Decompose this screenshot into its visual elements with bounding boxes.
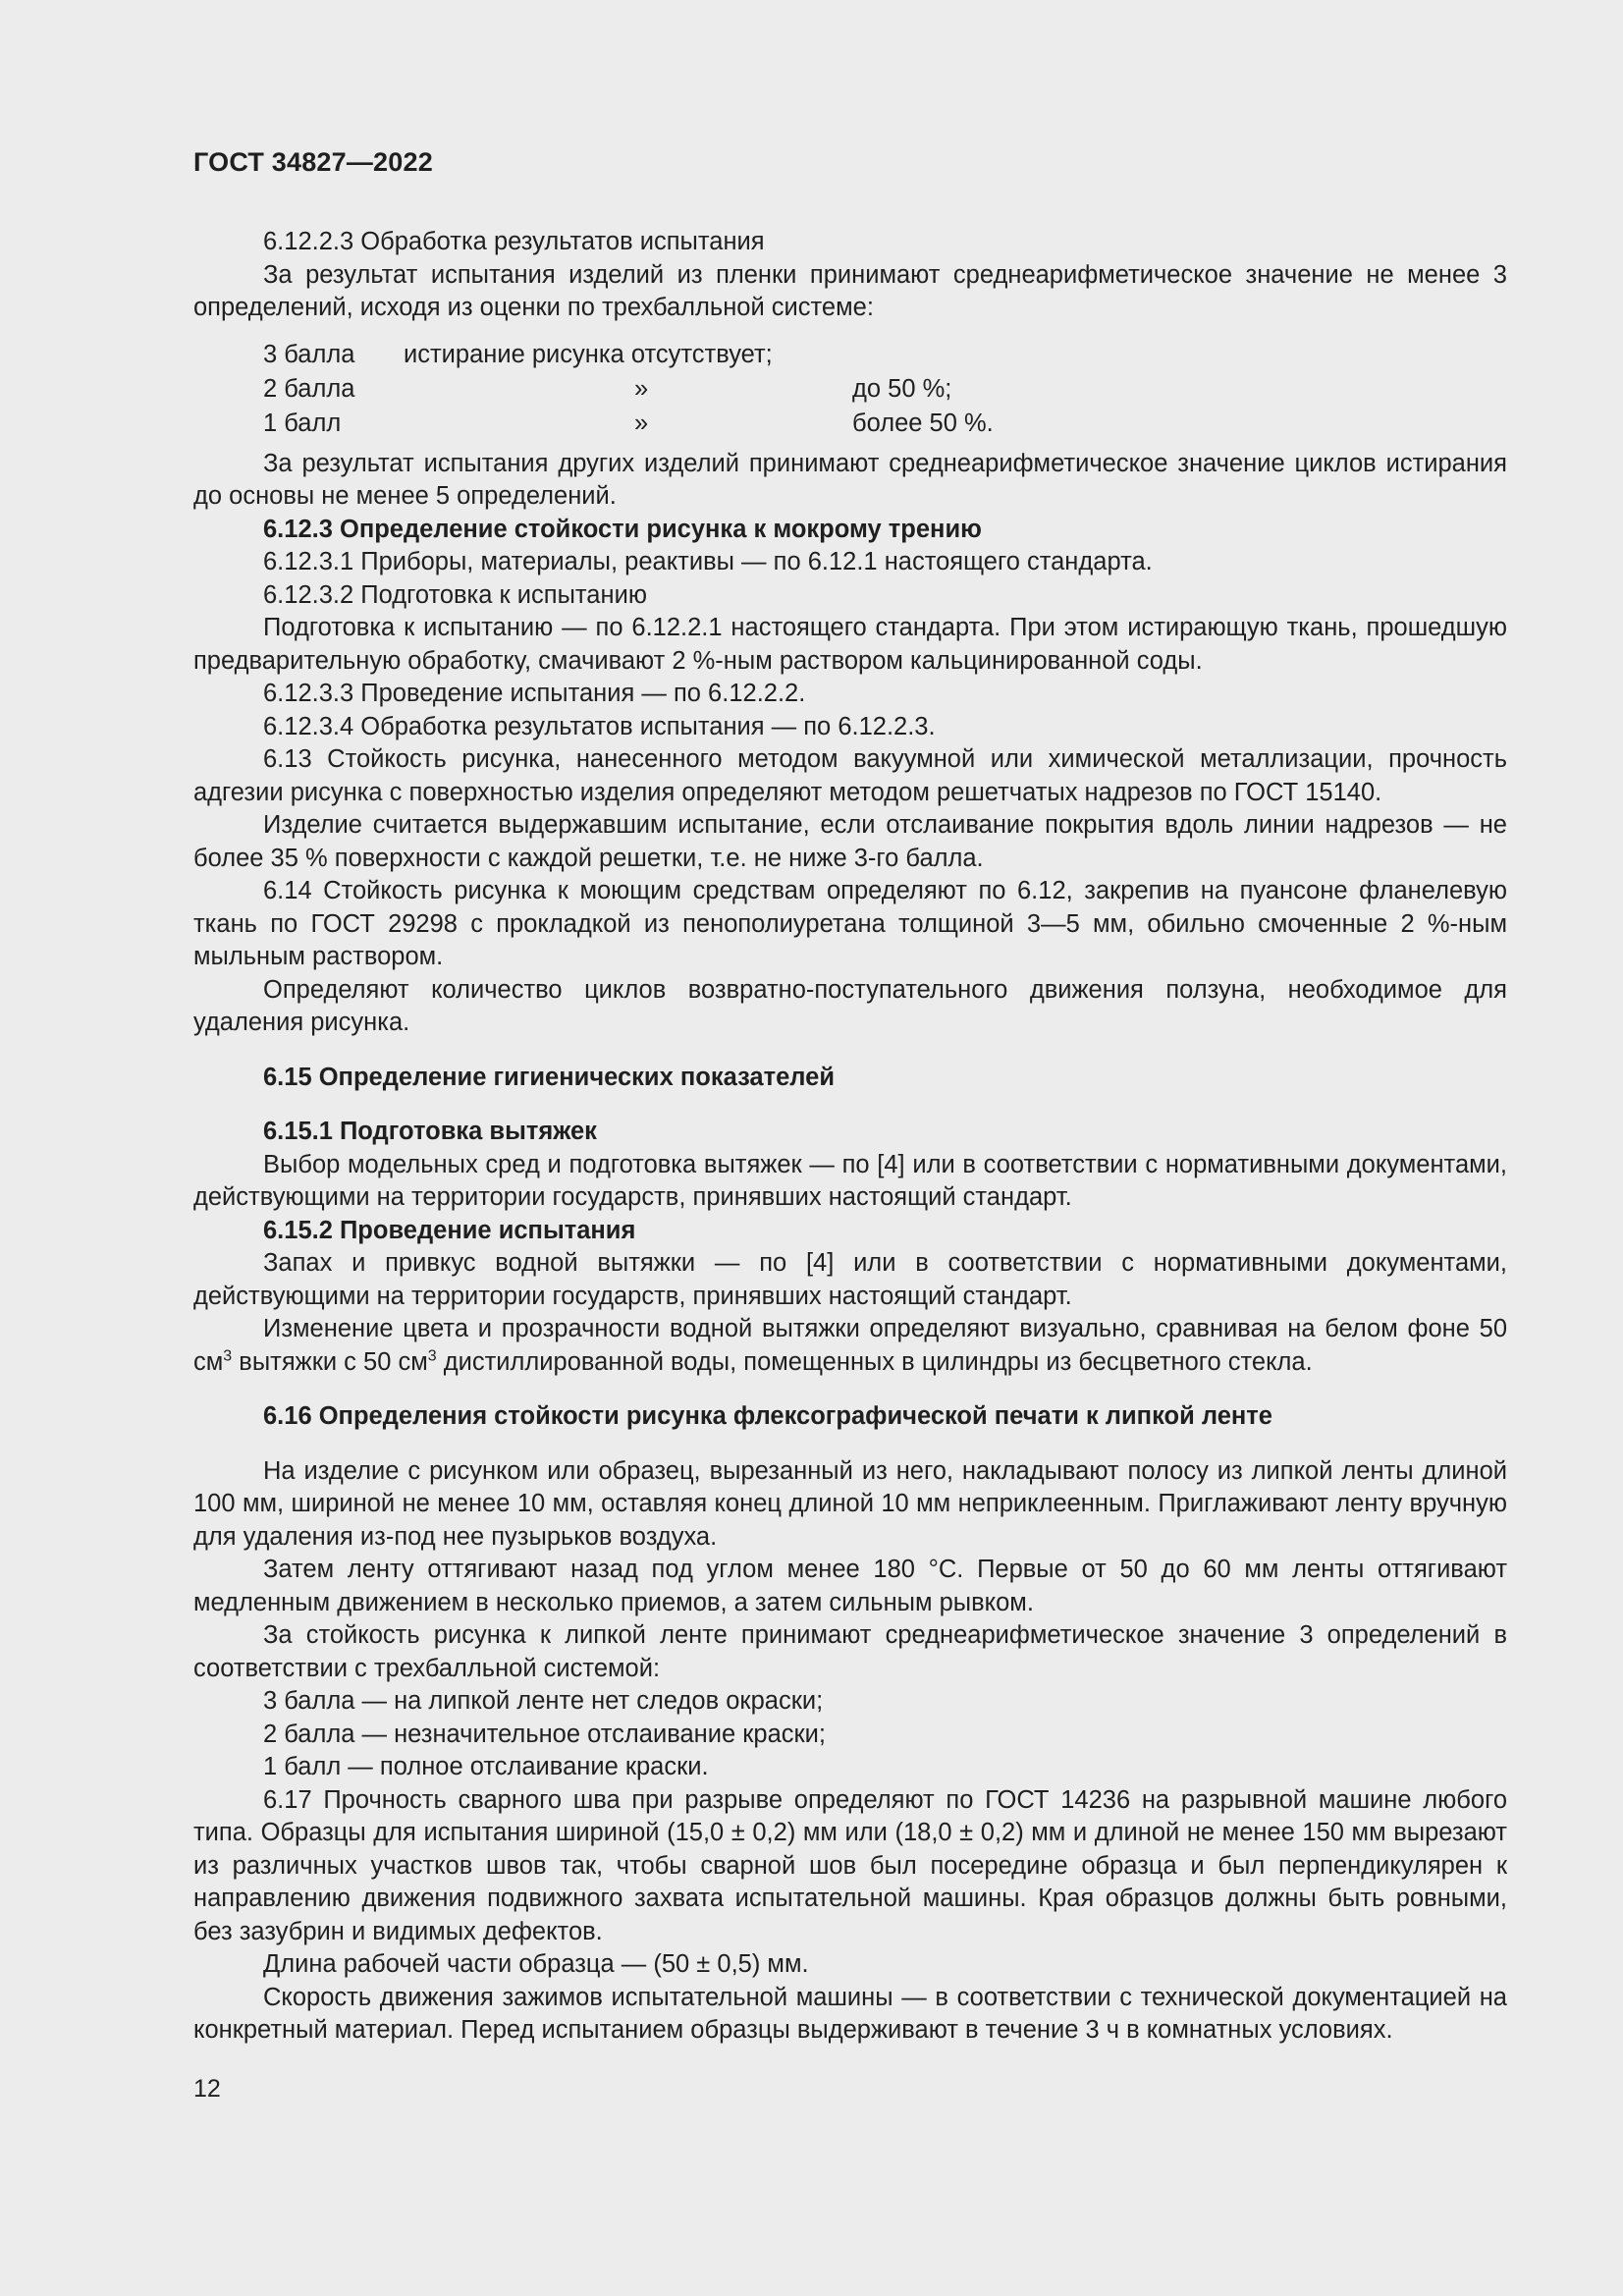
value-cell: более 50 %. xyxy=(852,409,994,437)
paragraph: Скорость движения зажимов испытательной машины — в соответствии с технической документацией на конкретный материал. Перед испытанием образцы выдерживают в течение 3 ч в комнатных условиях. xyxy=(193,1983,1507,2044)
score-cell: 2 балла xyxy=(263,374,355,403)
paragraph: Изделие считается выдержавшим испытание, если отслаивание покрытия вдоль линии надрезов — не более 35 % поверхности с каждой решетки, т.е. не ниже 3-го балла. xyxy=(193,811,1507,872)
heading-6-15-2: 6.15.2 Проведение испытания xyxy=(263,1216,636,1244)
heading-6-12-3: 6.12.3 Определение стойкости рисунка к мокрому трению xyxy=(263,515,982,543)
list-item: 3 балла — на липкой ленте нет следов окраски; xyxy=(263,1687,824,1715)
paragraph: 6.12.3.4 Обработка результатов испытания — по 6.12.2.3. xyxy=(263,712,936,740)
paragraph: 6.12.3.1 Приборы, материалы, реактивы — по 6.12.1 настоящего стандарта. xyxy=(263,548,1153,575)
paragraph: На изделие с рисунком или образец, вырезанный из него, накладывают полосу из липкой ленты длиной 100 мм, шириной не менее 10 мм, оставляя конец длиной 10 мм неприклеенным. Приглаживают ленту вручную для удаления из-под нее пузырьков воздуха. xyxy=(193,1456,1507,1551)
heading-6-15-1: 6.15.1 Подготовка вытяжек xyxy=(263,1118,597,1145)
scale-row xyxy=(263,408,994,442)
scale-row xyxy=(263,339,994,373)
text-run: дистиллированной воды, помещенных в цилиндры из бесцветного стекла. xyxy=(436,1347,1313,1376)
paragraph: За результат испытания изделий из пленки принимают среднеарифметическое значение не менее 3 определений, исходя из оценки по трехбалльной системе: xyxy=(193,260,1507,321)
superscript: 3 xyxy=(223,1347,233,1364)
paragraph-6-13: 6.13 Стойкость рисунка, нанесенного методом вакуумной или химической металлизации, прочность адгезии рисунка с поверхностью изделия определяют методом решетчатых надрезов по ГОСТ 15140. xyxy=(193,745,1507,806)
text-run: вытяжки с 50 см xyxy=(232,1347,428,1376)
paragraph: Затем ленту оттягивают назад под углом менее 180 °С. Первые от 50 до 60 мм ленты оттягивают медленным движением в несколько приемов, а затем сильным рывком. xyxy=(193,1556,1507,1616)
paragraph: Определяют количество циклов возвратно-поступательного движения ползуна, необходимое для удаления рисунка. xyxy=(193,975,1507,1036)
text-run: Изменение цвета и прозрачности водной вытяжки определяют визуально, сравнивая на белом фоне 50 см xyxy=(193,1315,1507,1376)
paragraph: 6.12.3.3 Проведение испытания — по 6.12.2.2. xyxy=(263,680,806,707)
score-cell: 1 балл xyxy=(263,409,342,437)
document-header: ГОСТ 34827—2022 xyxy=(193,147,433,177)
ditto-mark: » xyxy=(634,409,649,437)
document-body xyxy=(193,226,1507,2048)
paragraph: Выбор модельных сред и подготовка вытяжек — по [4] или в соответствии с нормативными документами, действующими на территории государств, принявших настоящий стандарт. xyxy=(193,1150,1507,1211)
heading-6-15: 6.15 Определение гигиенических показателей xyxy=(263,1063,836,1091)
paragraph-6-12-2-3: 6.12.2.3 Обработка результатов испытания xyxy=(263,228,765,255)
heading-6-16: 6.16 Определения стойкости рисунка флексографической печати к липкой ленте xyxy=(263,1402,1272,1430)
empty-cell xyxy=(404,373,634,408)
paragraph: За стойкость рисунка к липкой ленте принимают среднеарифметическое значение 3 определений в соответствии с трехбалльной системой: xyxy=(193,1621,1507,1682)
ditto-mark: » xyxy=(634,374,649,403)
paragraph: Запах и привкус водной вытяжки — по [4] или в соответствии с нормативными документами, действующими на территории государств, принявших настоящий стандарт. xyxy=(193,1249,1507,1310)
paragraph-6-14: 6.14 Стойкость рисунка к моющим средствам определяют по 6.12, закрепив на пуансоне фланелевую ткань по ГОСТ 29298 с прокладкой из пенополиуретана толщиной 3—5 мм, обильно смоченные 2 %-ным мыльным раствором. xyxy=(193,877,1507,970)
empty-cell xyxy=(404,408,634,442)
list-item: 2 балла — незначительное отслаивание краски; xyxy=(263,1720,826,1748)
paragraph: Длина рабочей части образца — (50 ± 0,5) мм. xyxy=(263,1950,809,1978)
description-cell: истирание рисунка отсутствует; xyxy=(404,340,773,368)
value-cell: до 50 %; xyxy=(852,374,952,403)
superscript: 3 xyxy=(427,1347,437,1364)
paragraph-6-17: 6.17 Прочность сварного шва при разрыве определяют по ГОСТ 14236 на разрывной машине любого типа. Образцы для испытания шириной (15,0 ± 0,2) мм или (18,0 ± 0,2) мм и длиной не менее 150 мм вырезают из различных участков швов так, чтобы сварной шов был посередине образца и был перпендикулярен к направлению движения подвижного захвата испытательной машины. Края образцов должны быть ровными, без зазубрин и видимых дефектов. xyxy=(193,1785,1507,1945)
score-cell: 3 балла xyxy=(263,340,355,368)
scale-table-1 xyxy=(263,339,994,442)
paragraph: За результат испытания других изделий принимают среднеарифметическое значение циклов истирания до основы не менее 5 определений. xyxy=(193,449,1507,510)
paragraph: Подготовка к испытанию — по 6.12.2.1 настоящего стандарта. При этом истирающую ткань, прошедшую предварительную обработку, смачивают 2 %-ным раствором кальцинированной соды. xyxy=(193,614,1507,675)
list-item: 1 балл — полное отслаивание краски. xyxy=(263,1753,709,1780)
paragraph: 6.12.3.2 Подготовка к испытанию xyxy=(263,580,647,609)
scale-row xyxy=(263,373,994,408)
paragraph-with-units xyxy=(193,1313,1507,1379)
page-number: 12 xyxy=(193,2075,221,2103)
